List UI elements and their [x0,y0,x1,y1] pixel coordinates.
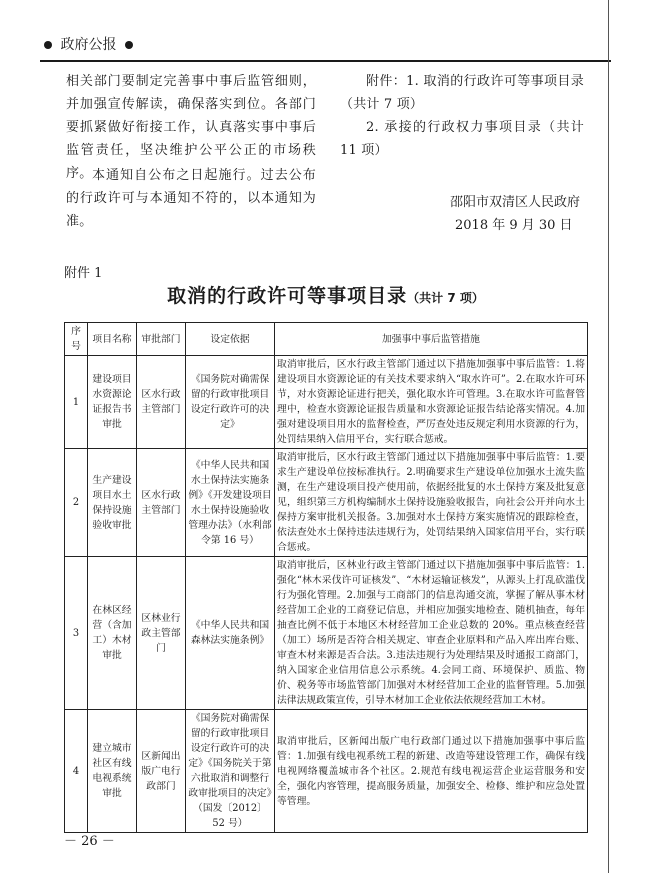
cell-name: 建立城市社区有线电视系统审批 [88,710,137,833]
body-paragraph-2: 本通知自公布之日起施行。过去公布的行政许可与本通知不符的，以本通知为准。 [66,168,316,229]
cell-dept: 区林业行政主管部门 [137,557,186,710]
cell-basis: 《国务院对确需保留的行政审批项目设定行政许可的决定》《国务院关于第六批取消和调整行政审批项目的决定》（国发〔2012〕52 号） [186,710,275,833]
cell-measures: 取消审批后，区水行政主管部门通过以下措施加强事中事后监管：1.将建设项目水资源论证的有关技术要求纳入“取水许可”。2.在取水许可环节，对水资源论证进行把关，强化取水许可管理。3.在取水许可监督管理中，检查水资源论证报告质量和水资源论证报告结论落实情况。4.加强对建设项目用水的监督检查，严厉查处违反规定利用水资源的行为，处罚结果纳入信用平台，实行联合惩戒。 [275,356,588,449]
header-measures: 加强事中事后监管措施 [275,323,588,356]
annex-title-text: 取消的行政许可等事项目录 [167,285,408,307]
bulletin-header [40,34,137,54]
bulletin-title: 政府公报 [60,37,117,53]
attachment-list [340,70,584,162]
cell-no: 4 [65,710,88,833]
header-rule [40,60,611,62]
cell-basis: 《中华人民共和国森林法实施条例》 [186,557,275,710]
table-row [65,356,588,449]
cell-no: 1 [65,356,88,449]
table-header-row [65,323,588,356]
bullet-icon [44,41,52,49]
annex-title [0,281,651,308]
table-row [65,449,588,557]
annex-label: 附件 1 [64,266,103,281]
attachment-item-1: 附件：1. 取消的行政许可等事项目录（共计 7 项） [340,74,584,112]
header-name: 项目名称 [88,323,137,356]
signing-date: 2018 年 9 月 30 日 [455,218,573,233]
cell-basis: 《中华人民共和国水土保持法实施条例》《开发建设项目水土保持设施验收管理办法》（水利部令第 16 号） [186,449,275,557]
cell-dept: 区水行政主管部门 [137,356,186,449]
body-paragraph-1: 相关部门要制定完善事中事后监管细则，并加强宣传解读，确保落实到位。各部门要抓紧做好衔接工作，认真落实事中事后监管责任，坚决维护公平公正的市场秩序。 [66,74,316,181]
cell-name: 生产建设项目水土保持设施验收审批 [88,449,137,557]
cell-no: 3 [65,557,88,710]
table-row [65,710,588,833]
page-number: － 26 － [64,834,115,849]
cell-dept: 区新闻出版广电行政部门 [137,710,186,833]
header-dept: 审批部门 [137,323,186,356]
cell-measures: 取消审批后，区水行政主管部门通过以下措施加强事中事后监管：1.要求生产建设单位按标准执行。2.明确要求生产建设单位加强水土流失监测，在生产建设项目投产使用前，依据经批复的水土保持方案及批复意见，组织第三方机构编制水土保持设施验收报告，向社会公开并向水土保持方案审批机关报备。3.加强对水土保持方案实施情况的跟踪检查，依法查处水土保持违法违规行为，处罚结果纳入国家信用平台，实行联合惩戒。 [275,449,588,557]
bullet-icon [125,41,133,49]
table-row [65,557,588,710]
cell-name: 在林区经营（含加工）木材审批 [88,557,137,710]
page-edge-rule [608,0,609,873]
header-basis: 设定依据 [186,323,275,356]
cell-no: 2 [65,449,88,557]
annex-title-count: （共计 7 项） [407,291,484,305]
cell-dept: 区水行政主管部门 [137,449,186,557]
cell-name: 建设项目水资源论证报告书审批 [88,356,137,449]
cell-measures: 取消审批后，区新闻出版广电行政部门通过以下措施加强事中事后监管：1.加强有线电视系统工程的新建、改造等建设管理工作，确保有线电视网络覆盖城市各个社区。2.规范有线电视运营企业运营服务和安全，强化内容管理，提高服务质量，加强安全、检修、维护和应急处置等管理。 [275,710,588,833]
signing-organization: 邵阳市双清区人民政府 [450,195,581,210]
attachment-item-2: 2. 承接的行政权力事项目录（共计 11 项） [340,120,584,158]
cell-measures: 取消审批后，区林业行政主管部门通过以下措施加强事中事后监管：1.强化“林木采伐许可证核发”、“木材运输证核发”，从源头上打乱砍滥伐行为强化管理。2.加强与工商部门的信息沟通交流，掌握了解从事木材经营加工企业的工商登记信息，并相应加强实地检查、随机抽查，每年抽查比例不低于本地区木材经营加工企业总数的 20%。重点核查经营（加工）场所是否符合相关规定、审查企业原料和产品入库出库台账、审查木材来源是否合法。3.违法违规行为处理结果及时通报工商部门，纳入国家企业信用信息公示系统。4.会同工商、环境保护、质监、物价、税务等市场监管部门加强对木材经营加工企业的监督管理。5.加强法律法规政策宣传，引导木材加工企业依法依规经营加工木材。 [275,557,588,710]
items-table [64,322,588,833]
cell-basis: 《国务院对确需保留的行政审批项目设定行政许可的决定》 [186,356,275,449]
header-no: 序号 [65,323,88,356]
